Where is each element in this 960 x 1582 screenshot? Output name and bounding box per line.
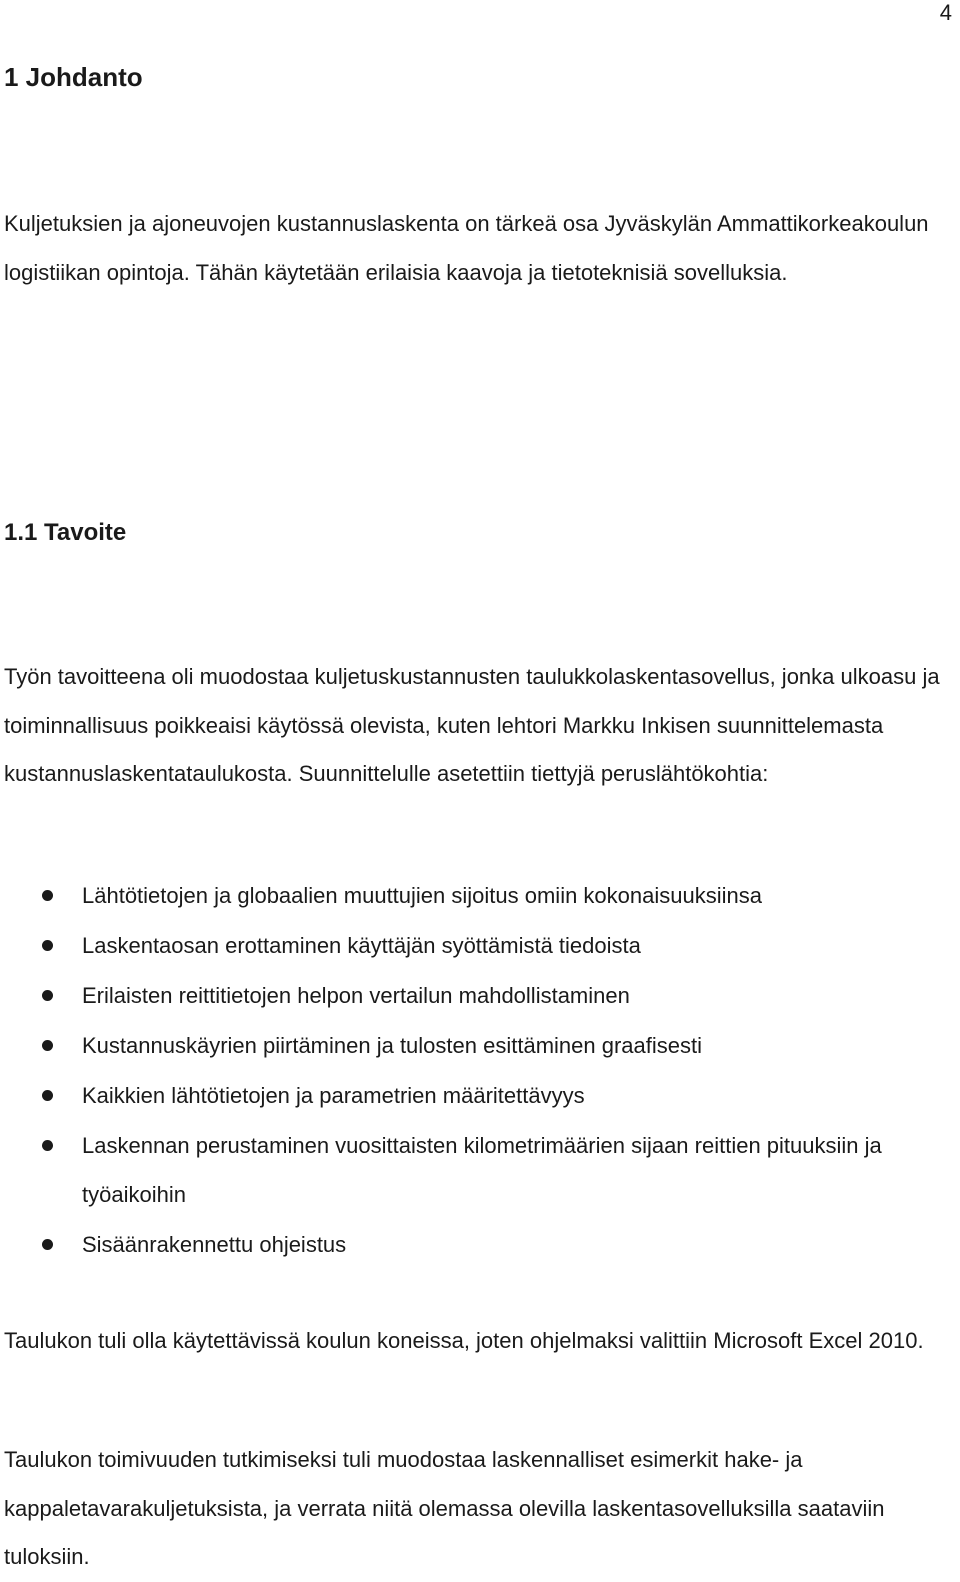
bullet-icon: [42, 1090, 53, 1101]
intro-paragraph: Kuljetuksien ja ajoneuvojen kustannuslaskenta on tärkeä osa Jyväskylän Ammattikorkeakoulun logistiikan opintoja. Tähän käytetään erilaisia kaavoja ja tietoteknisiä sovelluksia.: [4, 211, 929, 285]
excel-paragraph: Taulukon tuli olla käytettävissä koulun koneissa, joten ohjelmaksi valittiin Microsoft Excel 2010.: [4, 1328, 924, 1353]
section-heading: 1 Johdanto: [4, 62, 143, 92]
list-item: [0, 872, 956, 921]
bullet-icon: [42, 940, 53, 951]
bullet-icon: [42, 1239, 53, 1250]
list-item-text: Erilaisten reittitietojen helpon vertailun mahdollistaminen: [82, 983, 630, 1008]
list-item: [0, 1122, 956, 1219]
list-item-text: Laskennan perustaminen vuosittaisten kilometrimäärien sijaan reittien pituuksiin ja työaikoihin: [82, 1133, 882, 1207]
subsection-heading: 1.1 Tavoite: [4, 519, 127, 546]
test-paragraph: Taulukon toimivuuden tutkimiseksi tuli muodostaa laskennalliset esimerkit hake- ja kappaletavarakuljetuksista, ja verrata niitä olemassa olevilla laskentasovelluksilla saataviin tuloksiin.: [4, 1447, 885, 1569]
list-item: [0, 1221, 956, 1270]
list-item-text: Lähtötietojen ja globaalien muuttujien sijoitus omiin kokonaisuuksiinsa: [82, 883, 762, 908]
bullet-icon: [42, 1140, 53, 1151]
requirements-list: [0, 872, 956, 1271]
page-number: 4: [939, 0, 952, 25]
list-item: [0, 1022, 956, 1071]
list-item-text: Sisäänrakennettu ohjeistus: [82, 1231, 347, 1257]
bullet-icon: [42, 890, 53, 901]
list-item-text: Laskentaosan erottaminen käyttäjän syöttämistä tiedoista: [82, 933, 641, 958]
list-item-text: Kaikkien lähtötietojen ja parametrien määritettävyys: [82, 1083, 585, 1108]
bullet-icon: [42, 1040, 53, 1051]
list-item: [0, 972, 956, 1021]
bullet-icon: [42, 990, 53, 1001]
list-item: [0, 922, 956, 971]
list-item-text: Kustannuskäyrien piirtäminen ja tulosten esittäminen graafisesti: [82, 1033, 702, 1058]
list-item: [0, 1072, 956, 1121]
goal-paragraph: Työn tavoitteena oli muodostaa kuljetuskustannusten taulukkolaskentasovellus, jonka ulkoasu ja toiminnallisuus poikkeaisi käytössä olevista, kuten lehtori Markku Inkisen suunnittelemasta kustannuslaskentataulukosta. Suunnittelulle asetettiin tiettyjä peruslähtökohtia:: [4, 664, 940, 786]
